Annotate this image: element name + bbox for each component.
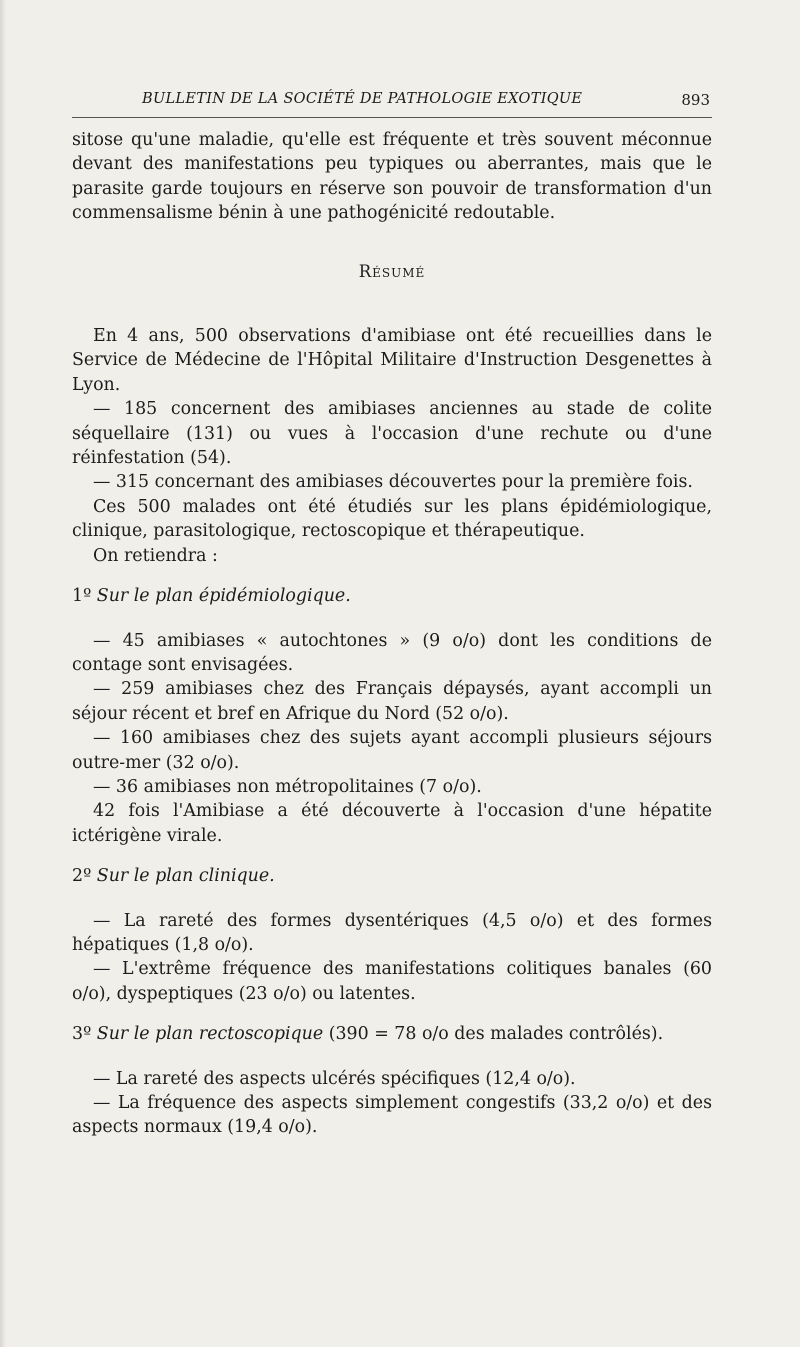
section-label: Sur le plan épidémiologique. (96, 586, 351, 607)
list-item: — 45 amibiases « autochtones » (9 o/o) dont les conditions de contage sont envisagées. (72, 630, 712, 675)
article-body (72, 128, 712, 1140)
list-item: — La fréquence des aspects simplement congestifs (33,2 o/o) et des aspects normaux (19,4 o/o). (72, 1093, 712, 1138)
section-note: (390 = 78 o/o des malades contrôlés). (328, 1024, 664, 1045)
list-item: — 160 amibiases chez des sujets ayant accompli plusieurs séjours outre-mer (32 o/o). (72, 728, 712, 773)
list-item: — L'extrême fréquence des manifestations colitiques banales (60 o/o), dyspeptiques (23 o/o) ou latentes. (72, 959, 712, 1004)
section-number: 3º (72, 1024, 92, 1045)
journal-title: BULLETIN DE LA SOCIÉTÉ DE PATHOLOGIE EXOTIQUE (142, 91, 583, 107)
page-number: 893 (681, 91, 710, 109)
section-label: Sur le plan clinique. (96, 866, 275, 887)
intro-paragraph: sitose qu'une maladie, qu'elle est fréquente et très souvent méconnue devant des manifestations peu typiques ou aberrantes, mais que le parasite garde toujours en réserve son pouvoir de transformation d'un commensalisme bénin à une pathogénicité redoutable. (72, 130, 712, 224)
resume-heading: Résumé (358, 261, 426, 281)
section-number: 2º (72, 866, 92, 887)
section-title-epidemiology (72, 584, 712, 608)
header-rule (72, 117, 712, 118)
section-label: Sur le plan rectoscopique (96, 1024, 324, 1045)
list-item: — 36 amibiases non métropolitaines (7 o/o). (93, 776, 482, 797)
list-item: — 259 amibiases chez des Français dépaysés, ayant accompli un séjour récent et bref en Afrique du Nord (52 o/o). (72, 679, 712, 724)
list-item: — La rareté des formes dysentériques (4,5 o/o) et des formes hépatiques (1,8 o/o). (72, 910, 712, 955)
page-edge (0, 0, 6, 1347)
paragraph: Ces 500 malades ont été étudiés sur les plans épidémiologique, clinique, parasitologique, rectoscopique et thérapeutique. (72, 496, 712, 542)
paragraph: En 4 ans, 500 observations d'amibiase ont été recueillies dans le Service de Médecine de l'Hôpital Militaire d'Instruction Desgenettes à Lyon. (72, 326, 712, 395)
list-item: — La rareté des aspects ulcérés spécifiques (12,4 o/o). (93, 1068, 576, 1089)
paragraph: On retiendra : (93, 545, 218, 566)
running-header (72, 88, 712, 118)
paragraph: — 185 concernent des amibiases anciennes au stade de colite séquellaire (131) ou vues à l'occasion d'une rechute ou d'une réinfestation (54). (72, 399, 712, 469)
section-title-clinical (72, 864, 712, 888)
section-number: 1º (72, 586, 92, 607)
paragraph: 42 fois l'Amibiase a été découverte à l'occasion d'une hépatite ictérigène virale. (72, 801, 712, 846)
section-title-rectoscopy (72, 1022, 712, 1046)
paragraph: — 315 concernant des amibiases découvertes pour la première fois. (93, 472, 693, 493)
